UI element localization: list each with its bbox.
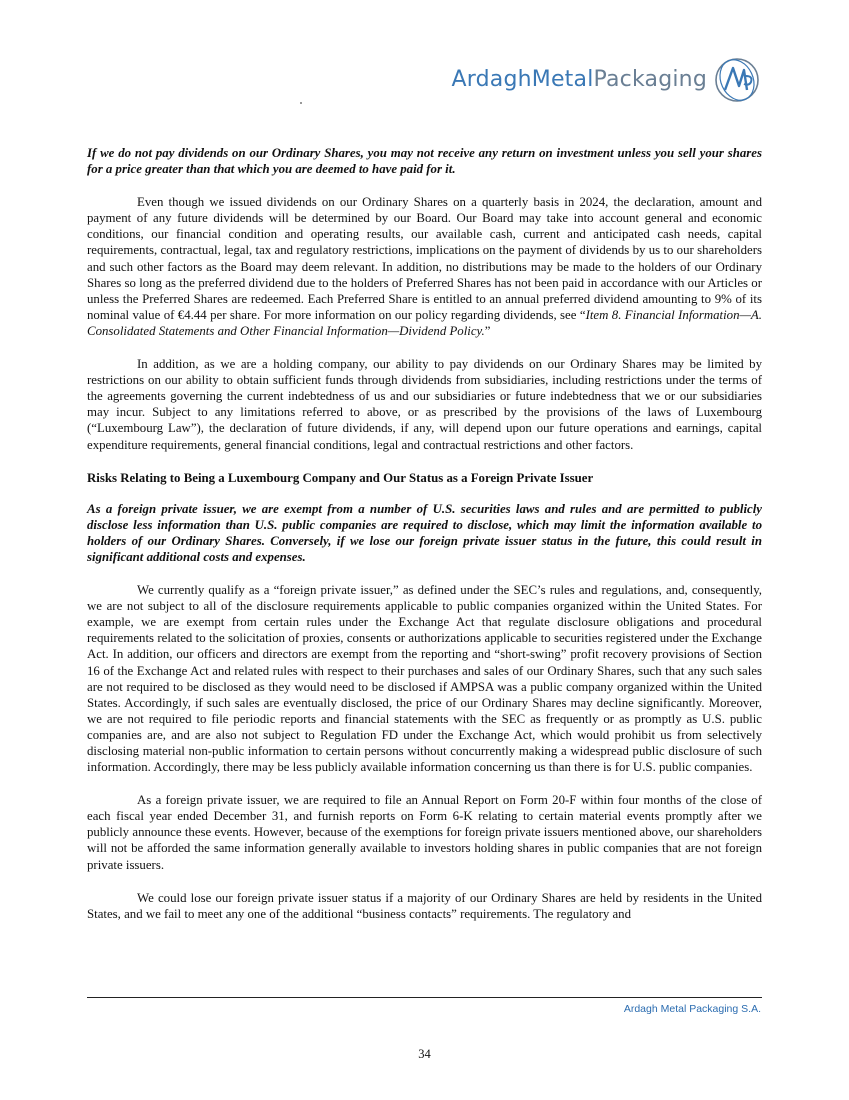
- page-header: [452, 55, 762, 105]
- brand-word-packaging: Packaging: [593, 67, 707, 92]
- paragraph-dividends-board-end: ”: [484, 323, 491, 338]
- decorative-dot: [300, 102, 302, 104]
- risk-heading-dividends: If we do not pay dividends on our Ordinary Shares, you may not receive any return on investment unless you sell your shares for a price greater than that which you are deemed to have paid for it.: [87, 146, 762, 177]
- footer-company-name: Ardagh Metal Packaging S.A.: [623, 1003, 761, 1015]
- section-title-luxembourg: Risks Relating to Being a Luxembourg Company and Our Status as a Foreign Private Issuer: [87, 470, 594, 485]
- risk-heading-foreign-private-issuer: As a foreign private issuer, we are exempt from a number of U.S. securities laws and rules and are permitted to publicly disclose less information than U.S. public companies are required to disclose, which may limit the information available to holders of our Ordinary Shares. Conversely, if we lose our foreign private issuer status in the future, this could result in significant additional costs and expenses.: [87, 501, 762, 564]
- amp-logo-icon: [713, 56, 761, 104]
- paragraph-fpi-lose-status: We could lose our foreign private issuer status if a majority of our Ordinary Shares are held by residents in the United States, and we fail to meet any one of the additional “business contacts” requirements. The regulatory and: [87, 890, 762, 921]
- paragraph-dividends-board-text: Even though we issued dividends on our Ordinary Shares on a quarterly basis in 2024, the declaration, amount and payment of any future dividends will be determined by our Board. Our Board may take into account general and economic conditions, our financial condition and operating results, our available cash, current and anticipated cash needs, capital requirements, contractual, legal, tax and regulatory restrictions, implications on the payment of dividends by us to our shareholders and such other factors as the Board may deem relevant. In addition, no distributions may be made to the holders of our Ordinary Shares so long as the preferred dividend due to the holders of Preferred Shares has not been paid in accordance with our Articles or unless the Preferred Shares are redeemed. Each Preferred Share is entitled to an annual preferred dividend amounting to 9% of its nominal value of €4.44 per share. For more information on our policy regarding dividends, see “: [87, 195, 762, 322]
- brand-word-metal: Metal: [531, 67, 594, 92]
- document-body: [87, 145, 762, 922]
- brand-wordmark: [452, 69, 708, 91]
- cross-reference-item8: Item 8. Financial Information—A. Consolidated Statements and Other Financial Information—Dividend Policy.: [87, 307, 762, 338]
- footer-divider: [87, 997, 762, 998]
- paragraph-holding-company: In addition, as we are a holding company, our ability to pay dividends on our Ordinary Shares may be limited by restrictions on our ability to obtain sufficient funds through dividends from subsidiaries, including restrictions under the terms of the agreements governing the current indebtedness of us and our subsidiaries or future indebtedness that we or our subsidiaries may incur. Subject to any limitations referred to above, or as prescribed by the provisions of the laws of Luxembourg (“Luxembourg Law”), the declaration of future dividends, if any, will depend upon our future operations and earnings, capital expenditure requirements, general financial conditions, legal and contractual restrictions and other factors.: [87, 357, 762, 452]
- paragraph-fpi-annual-report: As a foreign private issuer, we are required to file an Annual Report on Form 20-F within four months of the close of each fiscal year ended December 31, and furnish reports on Form 6-K relating to certain material events promptly after we publicly announce these events. However, because of the exemptions for foreign private issuers mentioned above, our shareholders will not be afforded the same information generally available to investors holding shares in public companies that are not foreign private issuers.: [87, 793, 762, 872]
- brand-word-ardagh: Ardagh: [451, 67, 532, 92]
- paragraph-dividends-board: [87, 194, 762, 339]
- page-number: 34: [418, 1047, 431, 1061]
- paragraph-fpi-qualify: We currently qualify as a “foreign private issuer,” as defined under the SEC’s rules and regulations, and, consequently, we are not subject to all of the disclosure requirements applicable to public companies organized within the United States. For example, we are exempt from certain rules under the Exchange Act that regulate disclosure obligations and procedural requirements related to the solicitation of proxies, consents or authorizations applicable to securities registered under the Exchange Act. In addition, our officers and directors are exempt from the reporting and “short-swing” profit recovery provisions of Section 16 of the Exchange Act and related rules with respect to their purchases and sales of our Ordinary Shares, such that any such sales are not required to be disclosed as they would need to be disclosed if AMPSA was a public company organized within the United States. Accordingly, if such sales are eventually disclosed, the price of our Ordinary Shares may decline significantly. Moreover, we are not required to file periodic reports and financial statements with the SEC as frequently or as promptly as U.S. public companies are, and are also not subject to Regulation FD under the Exchange Act, which would prohibit us from selectively disclosing material non-public information to certain persons without concurrently making a widespread public disclosure of such information. Accordingly, there may be less publicly available information concerning us than there is for U.S. public companies.: [87, 583, 762, 775]
